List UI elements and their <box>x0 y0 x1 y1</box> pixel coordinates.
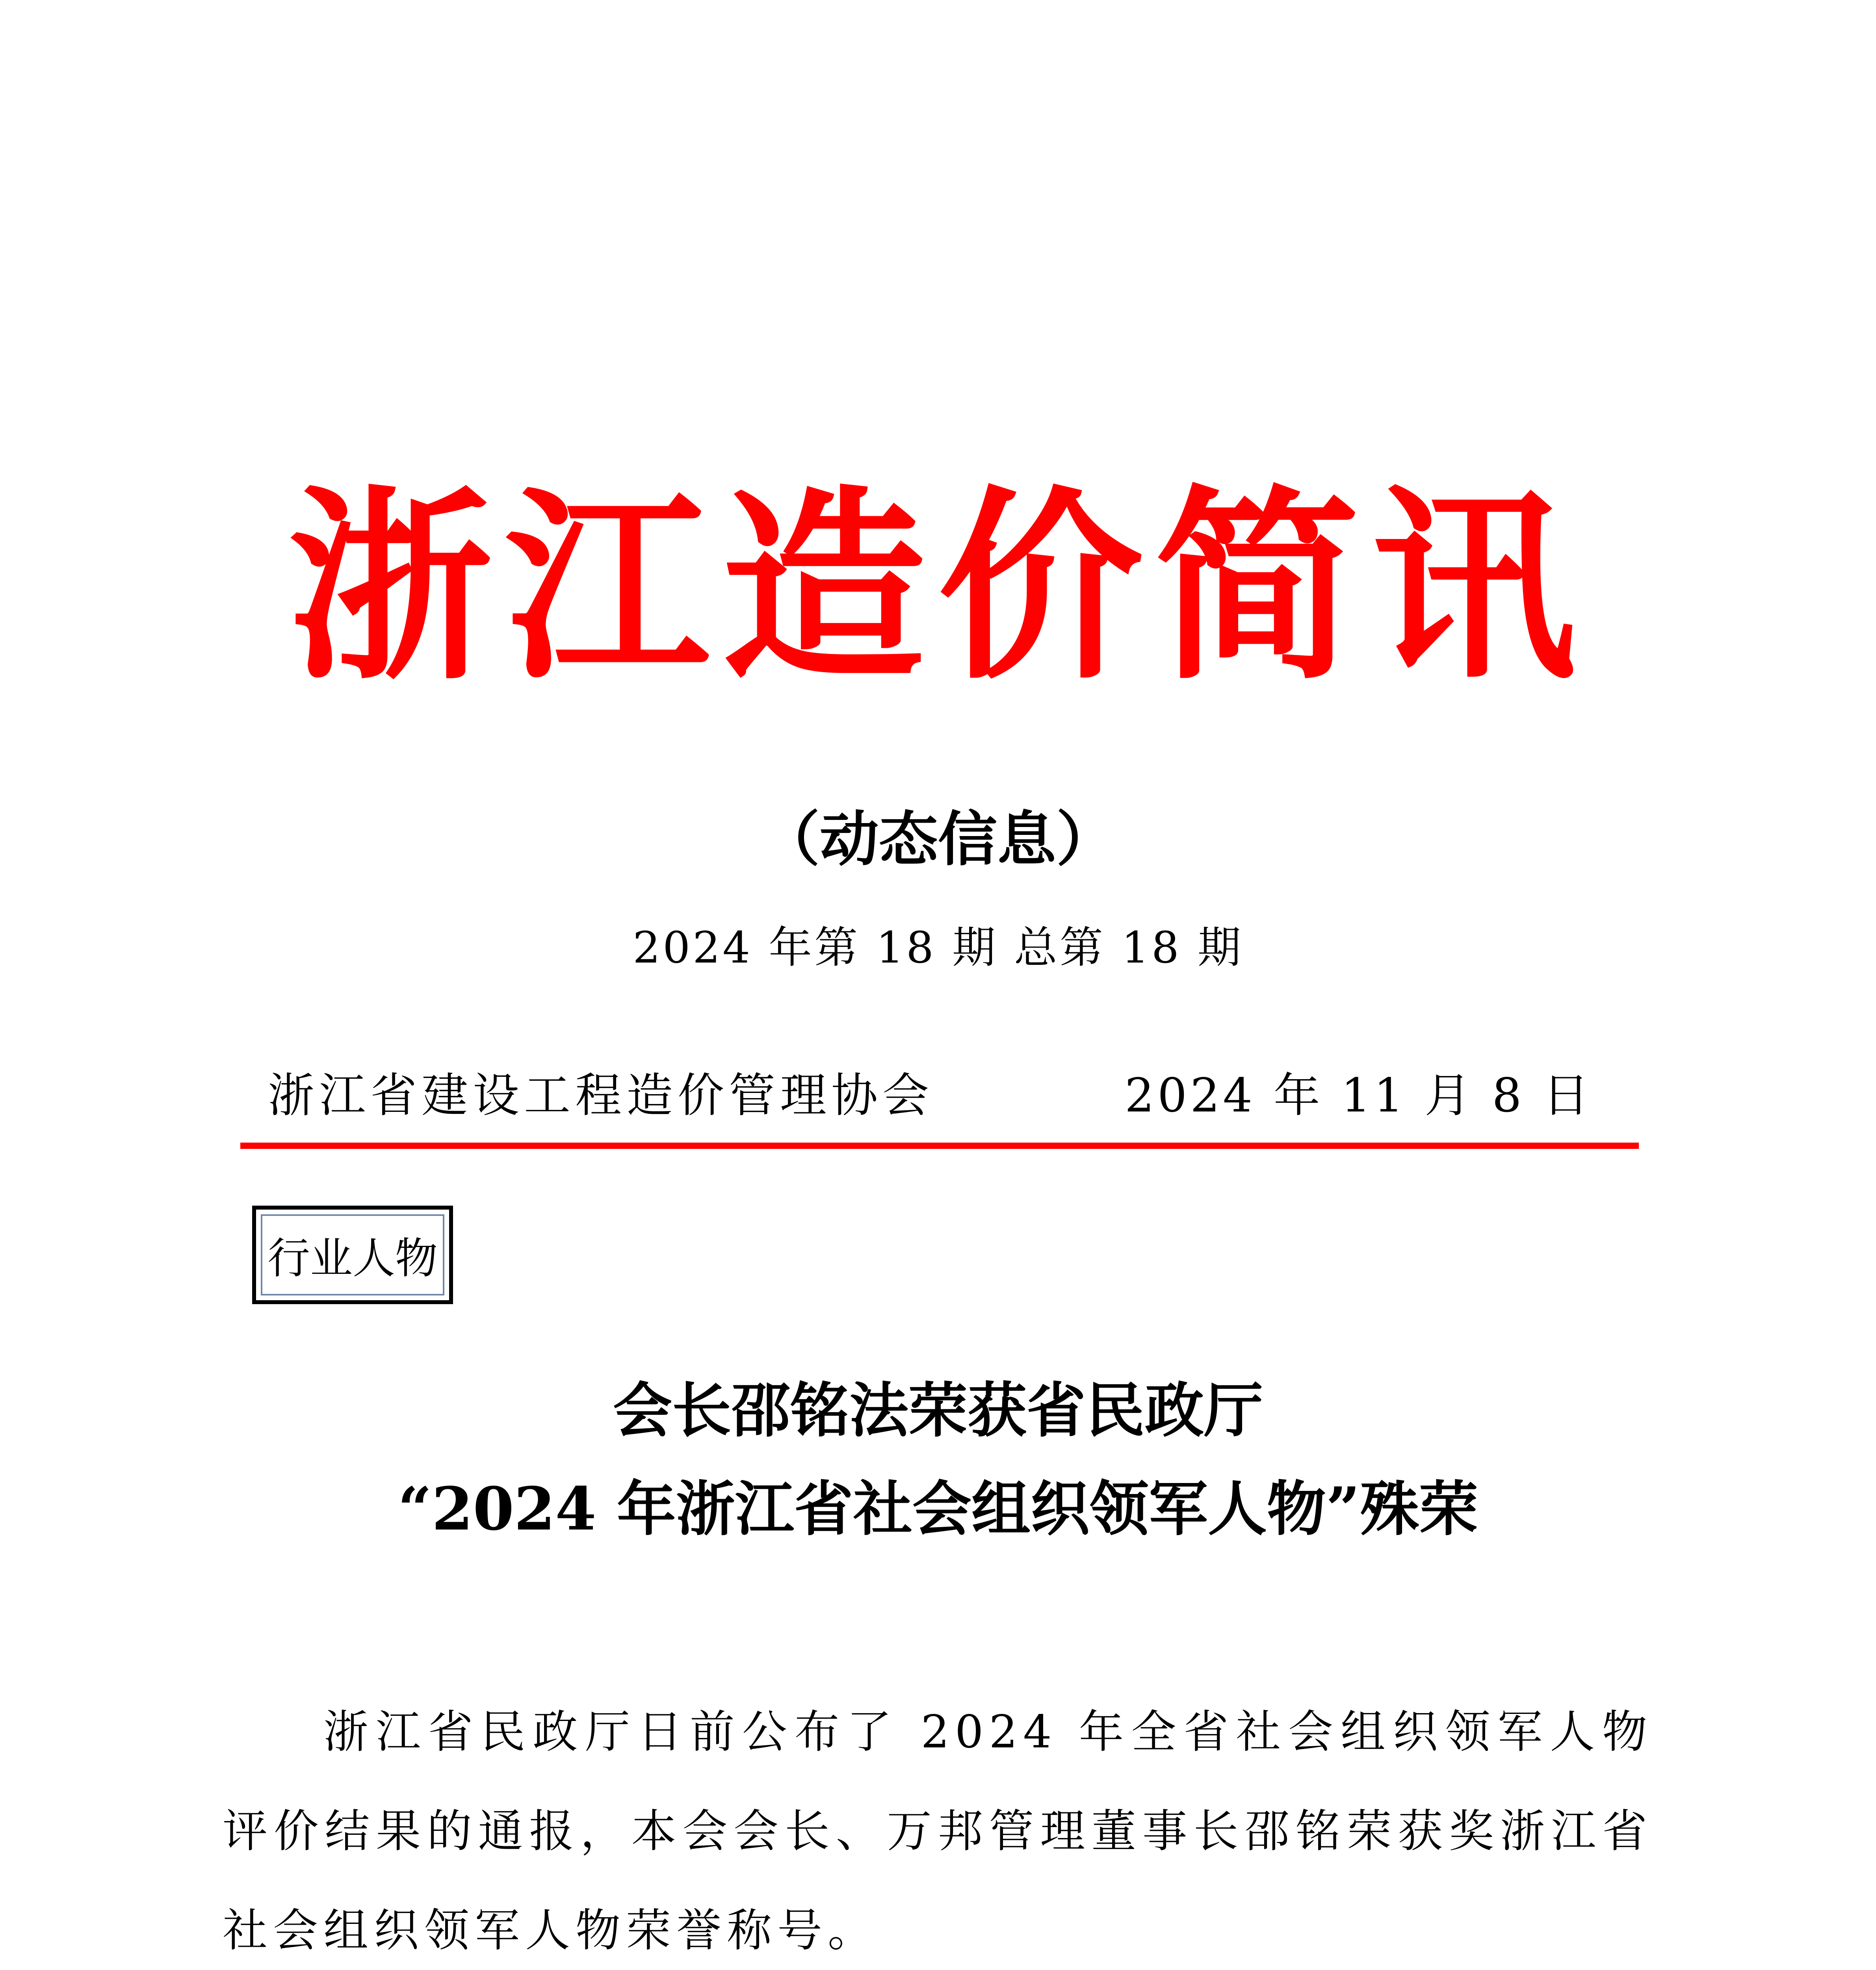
masthead-subtitle: （动态信息） <box>760 805 1115 874</box>
issue-number: 2024 年第 18 期 总第 18 期 <box>633 922 1243 973</box>
masthead-title: 浙江造价简讯 <box>288 466 1588 707</box>
article-paragraph: 浙江省民政厅日前公布了 2024 年全省社会组织领军人物评价结果的通报，本会会长、万邦管理董事长邵铭荣获奖浙江省社会组织领军人物荣誉称号。 <box>223 1706 1653 1957</box>
publish-date: 2024 年 11 月 8 日 <box>1124 1068 1592 1123</box>
column-tag <box>252 1206 453 1304</box>
header-divider <box>240 1143 1639 1149</box>
column-tag-label: 行业人物 <box>267 1234 438 1283</box>
article-headline-line2: “2024 年浙江省社会组织领军人物”殊荣 <box>397 1474 1479 1544</box>
article-headline-line1: 会长邵铭法荣获省民政厅 <box>613 1376 1263 1445</box>
publisher-organization: 浙江省建设工程造价管理协会 <box>268 1068 934 1123</box>
